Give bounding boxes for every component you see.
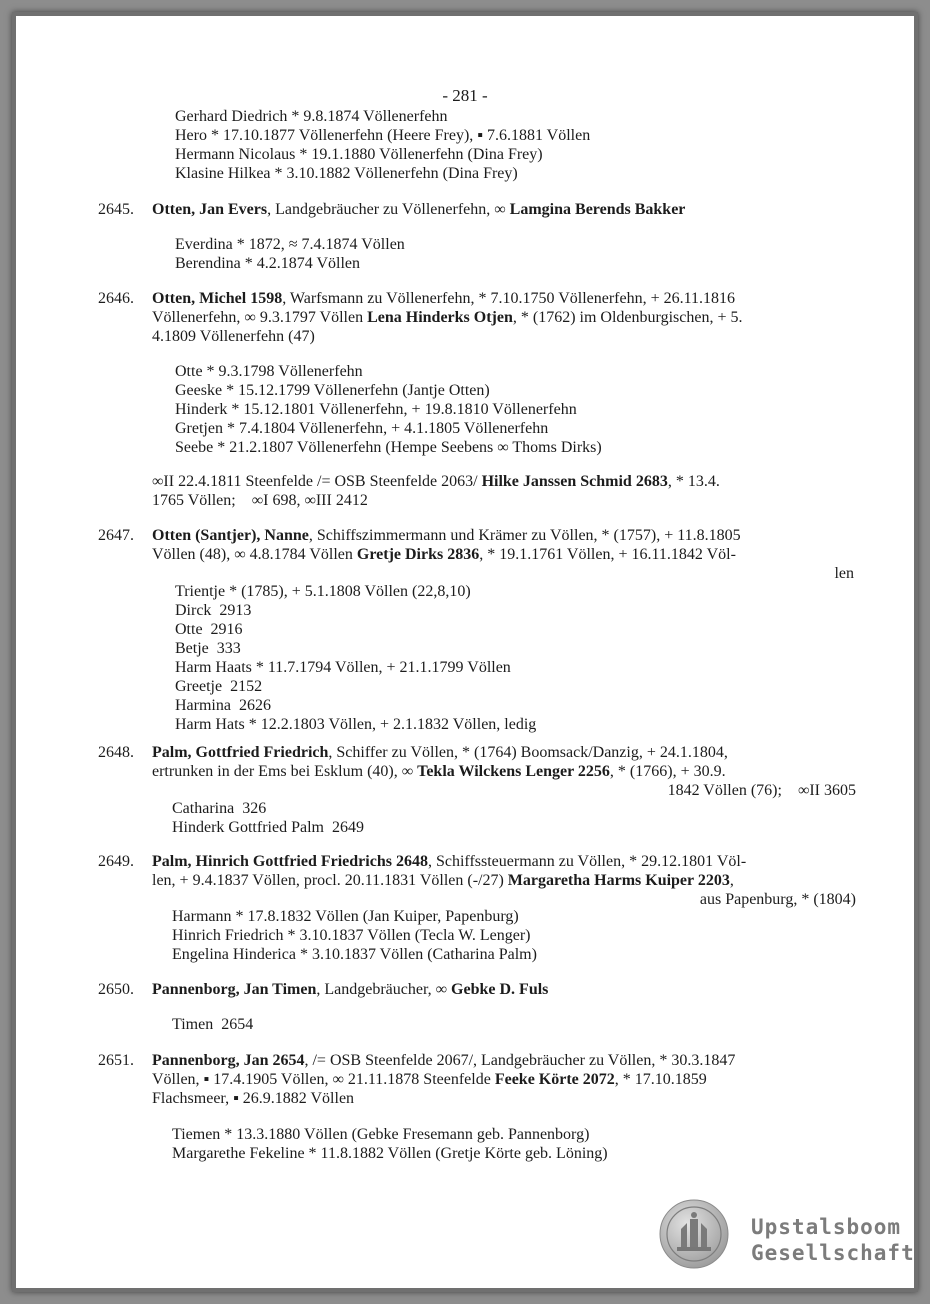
- person-name: Palm, Gottfried Friedrich: [152, 744, 329, 761]
- entry-number: 2649.: [98, 853, 134, 870]
- child-line: Otte 2916: [175, 621, 243, 638]
- child-line: Harmann * 17.8.1832 Völlen (Jan Kuiper, Papenburg): [172, 908, 519, 925]
- child-line: Klasine Hilkea * 3.10.1882 Völlenerfehn (Dina Frey): [175, 165, 518, 182]
- entry-text: Völlenerfehn, ∞ 9.3.1797 Völlen: [152, 309, 368, 326]
- entry-line: [152, 1070, 707, 1089]
- child-line: Harmina 2626: [175, 697, 271, 714]
- entry-text: , Landgebräucher, ∞: [316, 981, 452, 998]
- person-name: Palm, Hinrich Gottfried Friedrichs 2648: [152, 853, 428, 870]
- entry-text: ∞II 22.4.1811 Steenfelde /= OSB Steenfelde 2063/: [152, 473, 482, 490]
- entry-text: , Landgebräucher zu Völlenerfehn, ∞: [267, 201, 510, 218]
- entry-text: Völlen (48), ∞ 4.8.1784 Völlen: [152, 546, 357, 563]
- person-name: Otten, Jan Evers: [152, 201, 268, 218]
- entry-line: 4.1809 Völlenerfehn (47): [152, 328, 315, 345]
- document-page: [16, 16, 914, 1288]
- entry-line: [152, 852, 746, 871]
- entry-number: 2651.: [98, 1052, 134, 1069]
- entry-head: [152, 200, 685, 219]
- entry-line: [152, 1051, 735, 1070]
- child-line: Seebe * 21.2.1807 Völlenerfehn (Hempe Seebens ∞ Thoms Dirks): [175, 439, 602, 456]
- entry-head: [152, 980, 548, 999]
- child-line: Hero * 17.10.1877 Völlenerfehn (Heere Frey), ▪ 7.6.1881 Völlen: [175, 127, 591, 144]
- entry-line: [152, 526, 741, 545]
- entry-line: aus Papenburg, * (1804): [699, 891, 856, 908]
- logo-text-line1: Upstalsboom: [751, 1215, 902, 1239]
- entry-text: , * 13.4.: [667, 473, 720, 490]
- spouse-name: Tekla Wilckens Lenger 2256: [417, 763, 610, 780]
- child-line: Berendina * 4.2.1874 Völlen: [175, 255, 361, 272]
- entry-text: , Schiffssteuermann zu Völlen, * 29.12.1801 Völ-: [427, 853, 747, 870]
- logo-text-line2: Gesellschaft: [751, 1241, 915, 1265]
- child-line: Margarethe Fekeline * 11.8.1882 Völlen (Gretje Körte geb. Löning): [172, 1145, 608, 1162]
- entry-number: 2645.: [98, 201, 134, 218]
- marriage-line: 1765 Völlen; ∞I 698, ∞III 2412: [152, 492, 368, 509]
- entry-text: , * 19.1.1761 Völlen, + 16.11.1842 Völ-: [479, 546, 736, 563]
- entry-text: ,: [729, 872, 734, 889]
- page-number: - 281 -: [442, 86, 488, 105]
- entry-text: , Schiffszimmermann und Krämer zu Völlen, * (1757), + 11.8.1805: [308, 527, 741, 544]
- entry-text: , Schiffer zu Völlen, * (1764) Boomsack/Danzig, + 24.1.1804,: [328, 744, 728, 761]
- entry-line: [152, 871, 734, 890]
- child-line: Hermann Nicolaus * 19.1.1880 Völlenerfehn (Dina Frey): [175, 146, 543, 163]
- entry-text: , * (1762) im Oldenburgischen, + 5.: [512, 309, 743, 326]
- child-line: Engelina Hinderica * 3.10.1837 Völlen (Catharina Palm): [172, 946, 537, 963]
- spouse-name: Gebke D. Fuls: [451, 981, 549, 998]
- entry-line: [152, 289, 735, 308]
- entry-text: len, + 9.4.1837 Völlen, procl. 20.11.1831 Völlen (-/27): [152, 872, 508, 889]
- spouse-name: Margaretha Harms Kuiper 2203: [507, 872, 730, 889]
- child-line: Tiemen * 13.3.1880 Völlen (Gebke Fresemann geb. Pannenborg): [172, 1126, 590, 1143]
- entry-text: Völlen, ▪ 17.4.1905 Völlen, ∞ 21.11.1878 Steenfelde: [152, 1071, 495, 1088]
- child-line: Harm Hats * 12.2.1803 Völlen, + 2.1.1832 Völlen, ledig: [175, 716, 537, 733]
- child-line: Greetje 2152: [175, 678, 263, 695]
- entry-line: 1842 Völlen (76); ∞II 3605: [667, 782, 856, 799]
- entry-text: , Warfsmann zu Völlenerfehn, * 7.10.1750 Völlenerfehn, + 26.11.1816: [282, 290, 736, 307]
- child-line: Gerhard Diedrich * 9.8.1874 Völlenerfehn: [175, 108, 448, 125]
- entry-line: [152, 743, 728, 762]
- entry-line: Flachsmeer, ▪ 26.9.1882 Völlen: [152, 1090, 355, 1107]
- entry-line: len: [834, 565, 854, 582]
- spouse-name: Feeke Körte 2072: [494, 1071, 615, 1088]
- entry-text: , * 17.10.1859: [614, 1071, 707, 1088]
- child-line: Harm Haats * 11.7.1794 Völlen, + 21.1.1799 Völlen: [175, 659, 511, 676]
- entry-text: , /= OSB Steenfelde 2067/, Landgebräucher zu Völlen, * 30.3.1847: [304, 1052, 736, 1069]
- spouse-name: Hilke Janssen Schmid 2683: [481, 473, 668, 490]
- person-name: Otten (Santjer), Nanne: [152, 527, 309, 544]
- entry-text: ertrunken in der Ems bei Esklum (40), ∞: [152, 763, 418, 780]
- upstalsboom-seal-icon: [659, 1199, 729, 1269]
- child-line: Betje 333: [175, 640, 241, 657]
- marriage-line: [152, 472, 720, 491]
- child-line: Hinderk Gottfried Palm 2649: [172, 819, 364, 836]
- child-line: Geeske * 15.12.1799 Völlenerfehn (Jantje Otten): [175, 382, 490, 399]
- child-line: Gretjen * 7.4.1804 Völlenerfehn, + 4.1.1805 Völlenerfehn: [175, 420, 549, 437]
- child-line: Timen 2654: [172, 1016, 254, 1033]
- child-line: Hinrich Friedrich * 3.10.1837 Völlen (Tecla W. Lenger): [172, 927, 531, 944]
- person-name: Pannenborg, Jan 2654: [152, 1052, 305, 1069]
- spouse-name: Gretje Dirks 2836: [356, 546, 480, 563]
- entry-line: [152, 545, 736, 564]
- child-line: Everdina * 1872, ≈ 7.4.1874 Völlen: [175, 236, 405, 253]
- entry-number: 2650.: [98, 981, 134, 998]
- child-line: Dirck 2913: [175, 602, 252, 619]
- person-name: Otten, Michel 1598: [152, 290, 283, 307]
- person-name: Pannenborg, Jan Timen: [152, 981, 317, 998]
- entry-line: [152, 308, 742, 327]
- spouse-name: Lamgina Berends Bakker: [509, 201, 686, 218]
- entry-number: 2646.: [98, 290, 134, 307]
- child-line: Trientje * (1785), + 5.1.1808 Völlen (22,8,10): [175, 583, 471, 600]
- child-line: Otte * 9.3.1798 Völlenerfehn: [175, 363, 363, 380]
- entry-text: , * (1766), + 30.9.: [609, 763, 726, 780]
- entry-number: 2647.: [98, 527, 134, 544]
- entry-number: 2648.: [98, 744, 134, 761]
- child-line: Catharina 326: [172, 800, 267, 817]
- child-line: Hinderk * 15.12.1801 Völlenerfehn, + 19.8.1810 Völlenerfehn: [175, 401, 577, 418]
- entry-line: [152, 762, 726, 781]
- spouse-name: Lena Hinderks Otjen: [367, 309, 513, 326]
